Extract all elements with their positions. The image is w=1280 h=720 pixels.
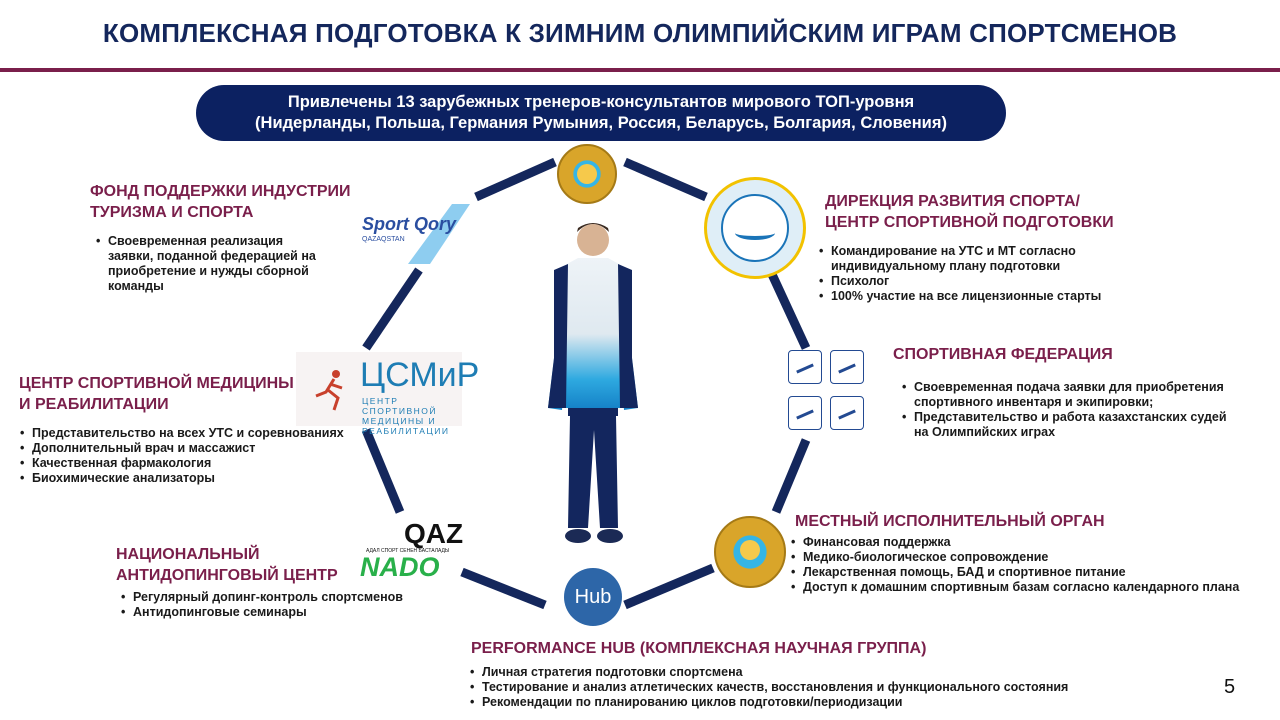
federation-list (902, 380, 1242, 440)
federation-title: СПОРТИВНАЯ ФЕДЕРАЦИЯ (893, 346, 1113, 363)
csm-logo (296, 352, 480, 436)
fund-list-continuation (108, 249, 368, 294)
runner-icon (310, 368, 350, 412)
csm-logo-title: ЦСМиР (360, 356, 480, 394)
nordic-combined-icon (788, 396, 822, 430)
athlete-figure (528, 218, 658, 554)
performance-hub-title: PERFORMANCE HUB (КОМПЛЕКСНАЯ НАУЧНАЯ ГРУППА) (471, 640, 927, 657)
hex-edge (625, 162, 706, 197)
list-item: • Дополнительный врач и массажист (20, 441, 365, 456)
directorate-list (819, 244, 1139, 304)
antidoping-title-line: НАЦИОНАЛЬНЫЙ (116, 546, 260, 563)
performance-hub-list (470, 665, 1110, 710)
list-item: • Антидопинговые семинары (121, 605, 421, 620)
list-item-continuation: на Олимпийских играх (914, 425, 1056, 439)
qaz-nado-logo-nado: NADO (360, 552, 440, 582)
alpine-skiing-icon (788, 350, 822, 384)
kazakhstan-emblem-icon (557, 144, 617, 204)
qaz-nado-logo-qaz: QAZ (404, 518, 464, 549)
winter-sports-icons (786, 348, 870, 440)
hex-edge (625, 568, 713, 605)
list-item-continuation: индивидуальному плану подготовки (831, 259, 1061, 273)
local-authority-list (791, 535, 1261, 595)
list-item: • Своевременная подача заявки для приобретения (902, 380, 1242, 395)
local-authority-title: МЕСТНЫЙ ИСПОЛНИТЕЛЬНЫЙ ОРГАН (795, 513, 1105, 530)
antidoping-title-line: АНТИДОПИНГОВЫЙ ЦЕНТР (116, 567, 338, 584)
fund-title (90, 181, 351, 223)
list-line: команды (108, 279, 164, 293)
hex-edge (366, 270, 419, 348)
list-item-continuation: спортивного инвентаря и экипировки; (914, 395, 1154, 409)
fund-list (96, 234, 356, 249)
list-item: • Регулярный допинг-контроль спортсменов (121, 590, 421, 605)
antidoping-list (121, 590, 421, 620)
page-title: КОМПЛЕКСНАЯ ПОДГОТОВКА К ЗИМНИМ ОЛИМПИЙСКИМ ИГРАМ СПОРТСМЕНОВ (102, 18, 1178, 48)
list-item: • Качественная фармакология (20, 456, 365, 471)
list-item: • Финансовая поддержка (791, 535, 1261, 550)
csm-logo-line: РЕАБИЛИТАЦИИ (362, 426, 450, 436)
cross-country-skiing-icon (830, 350, 864, 384)
sport-qory-logo-text: Sport Qory (362, 214, 457, 234)
medicine-title (19, 373, 294, 415)
hex-edge (366, 430, 400, 512)
directorate-title (825, 191, 1114, 233)
medicine-list (20, 426, 365, 486)
kazakhstan-emblem-icon (714, 516, 786, 588)
fund-title-line: ТУРИЗМА И СПОРТА (90, 204, 254, 221)
sport-qory-logo (360, 196, 470, 266)
list-item: • Биохимические анализаторы (20, 471, 365, 486)
list-item: • Личная стратегия подготовки спортсмена (470, 665, 1110, 680)
csm-logo-line: МЕДИЦИНЫ И (362, 416, 437, 426)
qaz-nado-logo-sub: АДАЛ СПОРТ СЕНЕН БАСТАЛАДЫ (366, 548, 450, 554)
hex-edge (770, 270, 806, 348)
fund-title-line: ФОНД ПОДДЕРЖКИ ИНДУСТРИИ (90, 183, 351, 200)
list-item: • Командирование на УТС и МТ согласно (819, 244, 1139, 259)
performance-hub-logo: Hub (564, 568, 622, 626)
list-item: • Представительство на всех УТС и соревнованиях (20, 426, 365, 441)
list-item: • Лекарственная помощь, БАД и спортивное питание (791, 565, 1261, 580)
csm-logo-subtitle (362, 396, 462, 436)
medicine-title-line: И РЕАБИЛИТАЦИИ (19, 396, 169, 413)
csm-logo-line: ЦЕНТР СПОРТИВНОЙ (362, 396, 437, 416)
list-line: приобретение и нужды сборной (108, 264, 309, 278)
antidoping-title (116, 544, 338, 586)
directorate-title-line: ЦЕНТР СПОРТИВНОЙ ПОДГОТОВКИ (825, 214, 1114, 231)
list-item: • Своевременная реализация (96, 234, 356, 249)
banner-line-1: Привлечены 13 зарубежных тренеров-консультантов мирового ТОП-уровня (287, 93, 915, 111)
list-item: • Рекомендации по планированию циклов подготовки/периодизации (470, 695, 1110, 710)
sports-directorate-logo (704, 177, 806, 279)
list-item: • Представительство и работа казахстанских судей (902, 410, 1242, 425)
list-item: • Доступ к домашним спортивным базам согласно календарного плана (791, 580, 1261, 595)
list-line: заявки, поданной федерацией на (108, 249, 316, 263)
sport-qory-logo-sub: QAZAQSTAN (362, 236, 405, 243)
banner-line-2: (Нидерланды, Польша, Германия Румыния, Россия, Беларусь, Болгария, Словения) (255, 114, 947, 132)
page-number: 5 (1224, 676, 1236, 698)
qaz-nado-logo (358, 518, 478, 588)
list-item: • Психолог (819, 274, 1139, 289)
medicine-title-line: ЦЕНТР СПОРТИВНОЙ МЕДИЦИНЫ (19, 375, 294, 392)
directorate-title-line: ДИРЕКЦИЯ РАЗВИТИЯ СПОРТА/ (825, 193, 1080, 210)
snowboarding-icon (830, 396, 864, 430)
list-item: • Медико-биологическое сопровождение (791, 550, 1261, 565)
hex-edge (776, 440, 806, 512)
list-item: • Тестирование и анализ атлетических качеств, восстановления и функционального состояния (470, 680, 1110, 695)
list-item: • 100% участие на все лицензионные старты (819, 289, 1139, 304)
hex-edge (476, 162, 555, 197)
